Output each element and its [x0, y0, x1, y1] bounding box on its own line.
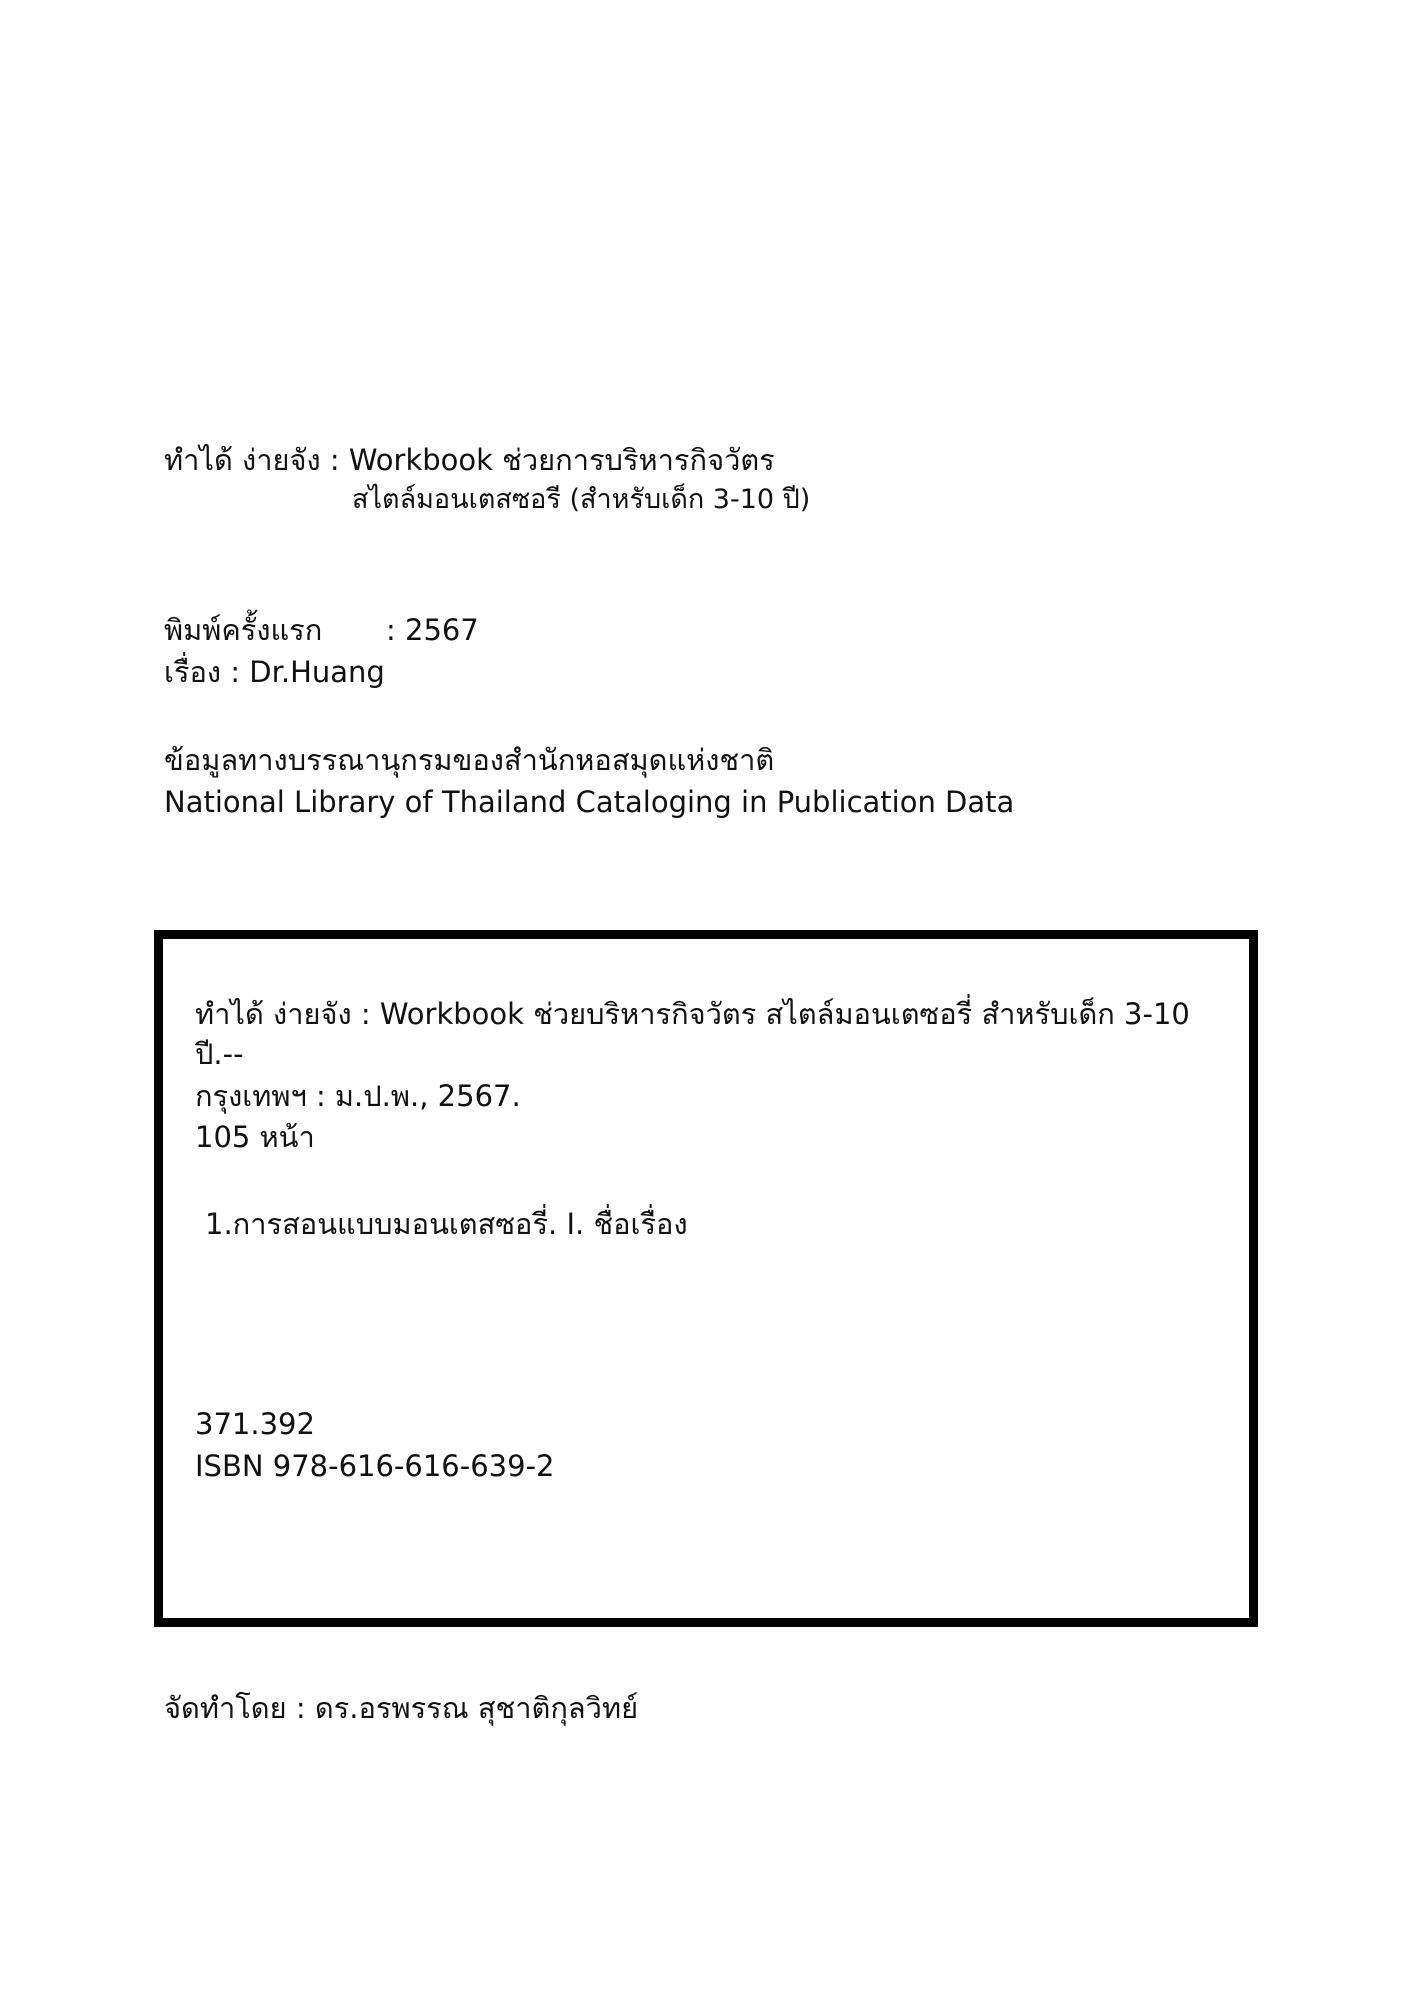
cip-pages: 105 หน้า — [195, 1120, 315, 1154]
cip-classification: 371.392 — [195, 1407, 315, 1441]
book-title-line-2: สไตล์มอนเตสซอรี (สำหรับเด็ก 3-10 ปี) — [352, 484, 811, 515]
cip-isbn: ISBN 978-616-616-639-2 — [195, 1449, 555, 1483]
cip-record-box — [154, 930, 1258, 1627]
cip-subject: 1.การสอนแบบมอนเตสซอรี่. I. ชื่อเรื่อง — [205, 1207, 688, 1241]
first-print-value: : 2567 — [386, 613, 479, 647]
cip-heading-thai: ข้อมูลทางบรรณานุกรมของสำนักหอสมุดแห่งชาติ — [164, 743, 775, 777]
cip-publisher: กรุงเทพฯ : ม.ป.พ., 2567. — [195, 1079, 521, 1113]
cip-title-line-1: ทำได้ ง่ายจัง : Workbook ช่วยบริหารกิจวัตร สไตล์มอนเตซอรี่ สำหรับเด็ก 3-10 — [195, 997, 1190, 1031]
cip-title-line-2: ปี.-- — [195, 1037, 244, 1071]
first-print-label: พิมพ์ครั้งแรก — [164, 613, 323, 647]
story-author: เรื่อง : Dr.Huang — [164, 655, 385, 689]
book-title-line-1: ทำได้ ง่ายจัง : Workbook ช่วยการบริหารกิจวัตร — [164, 443, 775, 477]
prepared-by: จัดทำโดย : ดร.อรพรรณ สุชาติกุลวิทย์ — [164, 1691, 639, 1725]
cip-heading-english: National Library of Thailand Cataloging in Publication Data — [164, 785, 1015, 819]
